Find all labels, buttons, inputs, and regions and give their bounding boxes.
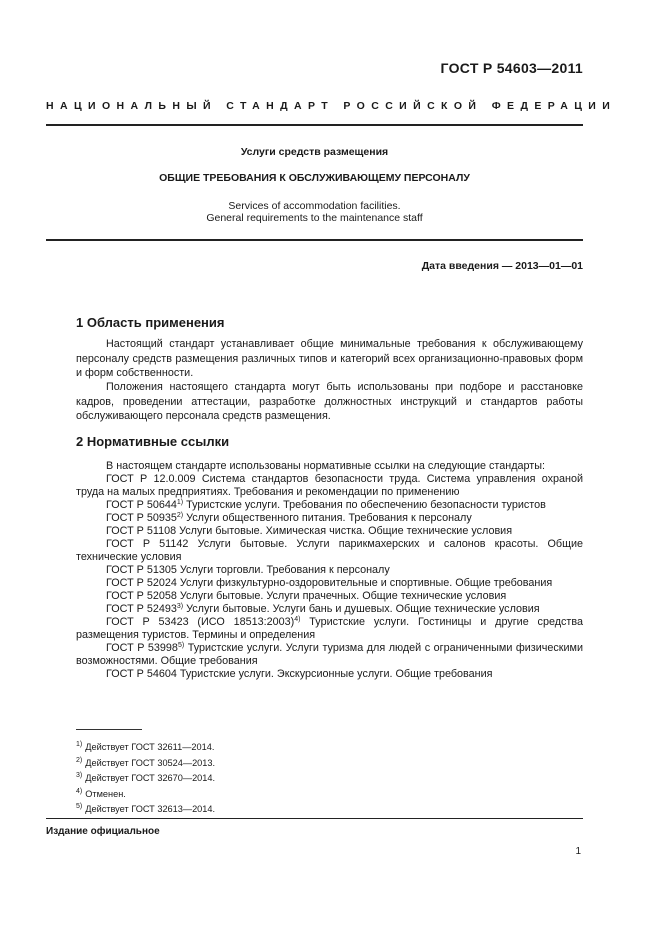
reference-title: Туристские услуги. Гостиницы и другие средства размещения туристов. Термины и определения <box>76 616 583 641</box>
reference-item <box>76 642 583 668</box>
reference-item <box>76 538 583 564</box>
reference-code: ГОСТ Р 50644 <box>106 499 177 511</box>
reference-code: ГОСТ Р 51305 <box>106 564 177 576</box>
footnote-item <box>76 756 215 772</box>
reference-item <box>76 616 583 642</box>
section-1-paragraph-2 <box>76 380 583 424</box>
reference-item <box>76 525 583 538</box>
reference-code: ГОСТ Р 53998 <box>106 642 178 654</box>
reference-title: Услуги торговли. Требования к персоналу <box>179 564 390 576</box>
edition-label: Издание официальное <box>46 826 160 837</box>
document-code: ГОСТ Р 54603—2011 <box>440 60 583 76</box>
reference-title: Система стандартов безопасности труда. Система управления охраной труда на малых предприятиях. Требования и рекомендации по применению <box>76 473 583 498</box>
top-divider <box>46 124 583 126</box>
footnote-item <box>76 740 215 756</box>
reference-item <box>76 668 583 681</box>
footnote-marker: 3) <box>176 603 184 610</box>
footnotes <box>76 740 215 818</box>
footnote-text: Действует ГОСТ 32611—2014. <box>85 742 215 752</box>
reference-title: Услуги бытовые. Химическая чистка. Общие технические условия <box>179 525 513 537</box>
reference-list <box>76 473 583 681</box>
footnote-divider <box>76 729 142 730</box>
footnote-text: Действует ГОСТ 32670—2014. <box>85 773 216 783</box>
reference-item <box>76 499 583 512</box>
footnote-item <box>76 787 215 803</box>
section-1-paragraph-2-text: Положения настоящего стандарта могут быть использованы при подборе и расстановке кадров, проведении аттестации, разработке должностных инструкций и стандартов работы обслуживающего персонала средств размещения. <box>76 381 583 422</box>
english-title-line-1: Services of accommodation facilities. <box>228 200 401 212</box>
reference-title: Услуги бытовые. Услуги прачечных. Общие технические условия <box>179 590 507 602</box>
reference-item <box>76 603 583 616</box>
reference-title: Туристские услуги. Экскурсионные услуги. Общие требования <box>179 668 493 680</box>
footnote-text: Отменен. <box>85 788 126 799</box>
footnote-mark: 3) <box>76 772 83 779</box>
footer-divider <box>46 818 583 819</box>
national-standard-banner: НАЦИОНАЛЬНЫЙ СТАНДАРТ РОССИЙСКОЙ ФЕДЕРАЦИИ <box>46 100 617 112</box>
reference-code: ГОСТ Р 51108 <box>106 525 177 537</box>
footnote-mark: 2) <box>76 756 83 764</box>
reference-title: Услуги общественного питания. Требования к персоналу <box>186 512 472 524</box>
section-1-paragraph-1 <box>76 337 583 381</box>
reference-title: Туристские услуги. Услуги туризма для людей с ограниченными физическими возможностями. Общие требования <box>76 642 584 667</box>
reference-item <box>76 473 583 499</box>
section-1-heading: 1 Область применения <box>76 315 225 330</box>
footnote-item <box>76 771 215 787</box>
reference-code: ГОСТ Р 12.0.009 <box>106 473 196 485</box>
footnote-mark: 1) <box>76 741 83 748</box>
document-title: ОБЩИЕ ТРЕБОВАНИЯ К ОБСЛУЖИВАЮЩЕМУ ПЕРСОНАЛУ <box>159 172 470 184</box>
title-divider <box>46 239 583 241</box>
footnote-marker: 1) <box>176 499 184 506</box>
reference-code: ГОСТ Р 53423 (ИСО 18513:2003) <box>106 616 295 628</box>
section-2-heading: 2 Нормативные ссылки <box>76 434 230 449</box>
reference-code: ГОСТ Р 54604 <box>106 668 177 680</box>
section-1-paragraph-1-text: Настоящий стандарт устанавливает общие минимальные требования к обслуживающему персоналу средств размещения различных типов и категорий всех организационно-правовых форм и форм собственности. <box>76 338 583 379</box>
reference-code: ГОСТ Р 52493 <box>106 603 177 615</box>
footnote-text: Действует ГОСТ 30524—2013. <box>85 757 216 768</box>
references-intro: В настоящем стандарте использованы нормативные ссылки на следующие стандарты: <box>106 460 545 472</box>
reference-item <box>76 577 583 590</box>
reference-title: Услуги бытовые. Услуги парикмахерских и салонов красоты. Общие технические условия <box>76 538 583 563</box>
reference-code: ГОСТ Р 52024 <box>106 577 177 589</box>
reference-code: ГОСТ Р 51142 <box>106 538 189 550</box>
reference-title: Услуги физкультурно-оздоровительные и спортивные. Общие требования <box>179 577 553 589</box>
document-subtitle: Услуги средств размещения <box>240 146 389 158</box>
reference-title: Услуги бытовые. Услуги бань и душевых. Общие технические условия <box>186 603 540 615</box>
footnote-mark: 5) <box>76 803 83 810</box>
reference-item <box>76 512 583 525</box>
footnote-marker: 2) <box>176 512 184 519</box>
footnote-item <box>76 802 215 818</box>
footnote-text: Действует ГОСТ 32613—2014. <box>85 804 216 814</box>
footnote-marker: 4) <box>294 616 301 623</box>
reference-code: ГОСТ Р 52058 <box>106 590 177 602</box>
reference-title: Туристские услуги. Требования по обеспечению безопасности туристов <box>186 499 546 511</box>
page-number: 1 <box>575 846 581 857</box>
reference-item <box>76 564 583 577</box>
normative-references <box>76 460 583 681</box>
reference-item <box>76 590 583 603</box>
footnote-marker: 5) <box>177 642 185 649</box>
english-title-line-2: General requirements to the maintenance staff <box>206 212 423 224</box>
reference-code: ГОСТ Р 50935 <box>106 512 177 524</box>
introduction-date: Дата введения — 2013—01—01 <box>421 260 583 272</box>
footnote-mark: 4) <box>76 787 83 795</box>
